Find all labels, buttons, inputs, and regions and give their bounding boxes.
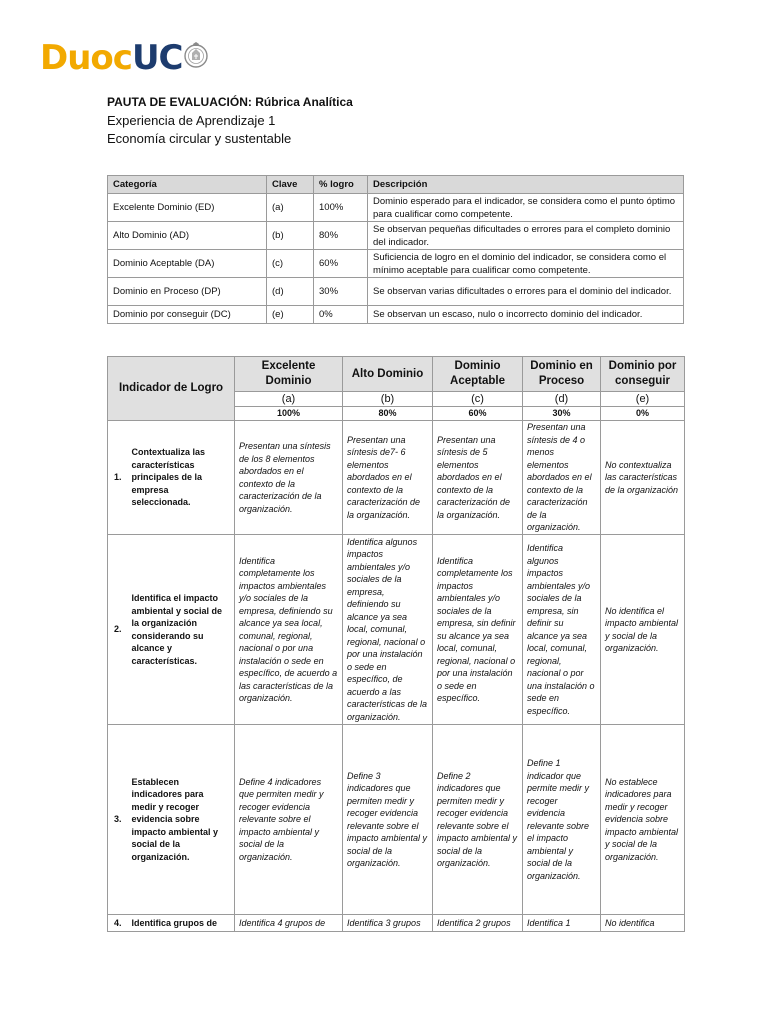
row-description: Suficiencia de logro en el dominio del indicador, se considera como el mínimo aceptable para cualificar como competente. (368, 250, 684, 278)
table-row (108, 250, 684, 278)
level-name: Dominio por conseguir (601, 357, 685, 392)
rubric-cell: Presentan una síntesis de7- 6 elementos abordados en el contexto de la caracterización de la organización. (343, 421, 433, 535)
rubric-cell: Identifica algunos impactos ambientales y/o sociales de la empresa, sin definir su alcance ya sea local, comunal, regional, nacional o por una instalación o sede en específico. (523, 535, 601, 725)
row-key: (c) (267, 250, 314, 278)
rubric-cell: No establece indicadores para medir y recoger evidencia sobre impacto ambiental y social de la organización. (601, 725, 685, 915)
rubric-cell: Presentan una síntesis de los 8 elementos abordados en el contexto de la caracterización de la organización. (235, 421, 343, 535)
level-percent: 80% (343, 407, 433, 421)
logo-text-uc: UC (131, 38, 183, 78)
level-percent: 60% (433, 407, 523, 421)
rubric-table (107, 356, 685, 932)
rubric-cell: Identifica algunos impactos ambientales y/o sociales de la empresa, definiendo su alcance ya sea local, comunal, regional, nacional o por una instalación o sede en específico, de acuerdo a las características de la organización. (343, 535, 433, 725)
indicator-number: 3. (108, 725, 130, 915)
row-description: Se observan pequeñas dificultades o errores para el completo dominio del indicador. (368, 222, 684, 250)
level-key: (a) (235, 392, 343, 407)
row-percent: 80% (314, 222, 368, 250)
level-key: (d) (523, 392, 601, 407)
row-description: Se observan un escaso, nulo o incorrecto dominio del indicador. (368, 306, 684, 324)
indicator-number: 2. (108, 535, 130, 725)
rubric-cell: Define 2 indicadores que permiten medir y recoger evidencia relevante sobre el impacto ambiental y social de la organización. (433, 725, 523, 915)
rubric-level-header-row (108, 357, 685, 392)
rubric-cell: No contextualiza las características de la organización (601, 421, 685, 535)
rubric-cell: Identifica 4 grupos de (235, 915, 343, 932)
header-description: Descripción (368, 176, 684, 194)
rubric-cell: Define 3 indicadores que permiten medir y recoger evidencia relevante sobre el impacto ambiental y social de la organización. (343, 725, 433, 915)
header-key: Clave (267, 176, 314, 194)
rubric-cell: Identifica 3 grupos (343, 915, 433, 932)
row-key: (e) (267, 306, 314, 324)
level-key: (e) (601, 392, 685, 407)
row-category: Dominio en Proceso (DP) (108, 278, 267, 306)
indicator-number: 1. (108, 421, 130, 535)
rubric-cell: Define 1 indicador que permite medir y recoger evidencia relevante sobre el impacto ambiental y social de la organización. (523, 725, 601, 915)
header-category: Categoría (108, 176, 267, 194)
evaluation-scale-table (107, 175, 684, 324)
table-row (108, 194, 684, 222)
rubric-cell: No identifica (601, 915, 685, 932)
seal-icon (184, 41, 208, 69)
indicator-text: Identifica el impacto ambiental y social de la organización considerando su alcance y características. (130, 535, 235, 725)
document-header (107, 93, 353, 149)
table-row (108, 535, 685, 725)
rubric-cell: Identifica 1 (523, 915, 601, 932)
table-header-row (108, 176, 684, 194)
logo-text-duoc: Duoc (40, 38, 132, 78)
row-category: Dominio por conseguir (DC) (108, 306, 267, 324)
table-row (108, 278, 684, 306)
rubric-cell: Identifica completamente los impactos ambientales y/o sociales de la empresa, sin definir su alcance ya sea local, comunal, regional, nacional o por una instalación o sede en específico. (433, 535, 523, 725)
level-name: Dominio en Proceso (523, 357, 601, 392)
table-row (108, 306, 684, 324)
level-name: Dominio Aceptable (433, 357, 523, 392)
row-percent: 100% (314, 194, 368, 222)
row-percent: 60% (314, 250, 368, 278)
row-percent: 0% (314, 306, 368, 324)
row-category: Dominio Aceptable (DA) (108, 250, 267, 278)
rubric-cell: No identifica el impacto ambiental y social de la organización. (601, 535, 685, 725)
level-key: (b) (343, 392, 433, 407)
rubric-cell: Presentan una síntesis de 4 o menos elementos abordados en el contexto de la caracterización de la organización. (523, 421, 601, 535)
row-description: Dominio esperado para el indicador, se considera como el punto óptimo para cualificar como competente. (368, 194, 684, 222)
document-topic: Economía circular y sustentable (107, 131, 292, 146)
rubric-cell: Identifica 2 grupos (433, 915, 523, 932)
indicator-text: Contextualiza las características principales de la empresa seleccionada. (130, 421, 235, 535)
indicator-text: Identifica grupos de (130, 915, 235, 932)
indicator-number: 4. (108, 915, 130, 932)
table-row (108, 421, 685, 535)
rubric-cell: Presentan una síntesis de 5 elementos abordados en el contexto de la caracterización de la organización. (433, 421, 523, 535)
document-title: PAUTA DE EVALUACIÓN: Rúbrica Analítica (107, 95, 353, 109)
level-percent: 30% (523, 407, 601, 421)
row-key: (d) (267, 278, 314, 306)
indicator-text: Establecen indicadores para medir y recoger evidencia sobre impacto ambiental y social de la organización. (130, 725, 235, 915)
table-row (108, 915, 685, 932)
table-row (108, 725, 685, 915)
header-percent: % logro (314, 176, 368, 194)
duoc-uc-logo (40, 36, 208, 80)
level-name: Alto Dominio (343, 357, 433, 392)
rubric-cell: Identifica completamente los impactos ambientales y/o sociales de la empresa, definiendo su alcance ya sea local, comunal, regional, nacional o por una instalación o sede en específico, de acuerdo a las características de la organización. (235, 535, 343, 725)
level-percent: 100% (235, 407, 343, 421)
indicator-header: Indicador de Logro (108, 357, 235, 421)
level-name: Excelente Dominio (235, 357, 343, 392)
row-category: Alto Dominio (AD) (108, 222, 267, 250)
row-description: Se observan varias dificultades o errores para el dominio del indicador. (368, 278, 684, 306)
row-key: (a) (267, 194, 314, 222)
level-percent: 0% (601, 407, 685, 421)
table-row (108, 222, 684, 250)
row-key: (b) (267, 222, 314, 250)
rubric-cell: Define 4 indicadores que permiten medir y recoger evidencia relevante sobre el impacto ambiental y social de la organización. (235, 725, 343, 915)
document-subtitle: Experiencia de Aprendizaje 1 (107, 112, 276, 128)
level-key: (c) (433, 392, 523, 407)
row-category: Excelente Dominio (ED) (108, 194, 267, 222)
row-percent: 30% (314, 278, 368, 306)
